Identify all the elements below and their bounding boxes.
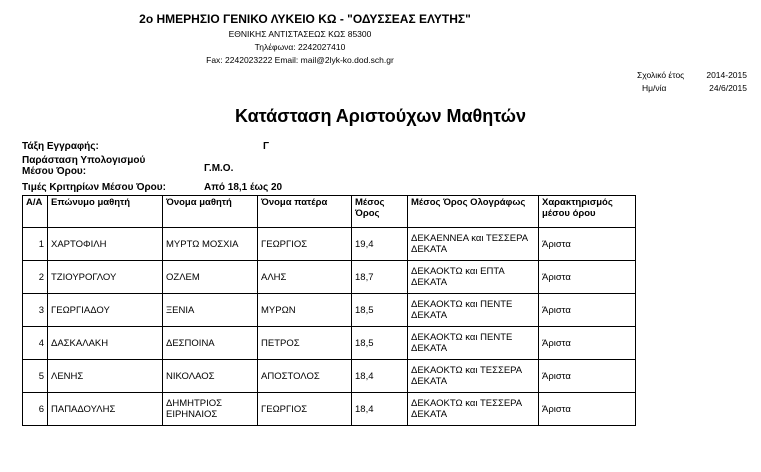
average-in-words: ΔΕΚΑΟΚΤΩ και ΤΕΣΣΕΡΑ ΔΕΚΑΤΑ — [408, 360, 539, 393]
father-name: ΑΠΟΣΤΟΛΟΣ — [258, 360, 352, 393]
table-row — [23, 393, 636, 426]
father-name: ΓΕΩΡΓΙΟΣ — [258, 228, 352, 261]
student-first-name: ΞΕΝΙΑ — [163, 294, 258, 327]
student-first-name: ΟΖΛΕΜ — [163, 261, 258, 294]
average-grade: 18,5 — [352, 327, 408, 360]
row-number: 6 — [23, 393, 48, 426]
average-grade: 19,4 — [352, 228, 408, 261]
class-value: Γ — [263, 141, 270, 152]
date-value: 24/6/2015 — [709, 83, 747, 93]
avg-representation-label: Παράσταση Υπολογισμού Μέσου Όρου: — [22, 155, 146, 177]
student-surname: ΓΕΩΡΓΙΑΔΟΥ — [48, 294, 163, 327]
student-surname: ΔΑΣΚΑΛΑΚΗ — [48, 327, 163, 360]
avg-representation-value: Γ.Μ.Ο. — [204, 163, 234, 174]
average-grade: 18,4 — [352, 393, 408, 426]
school-year-value: 2014-2015 — [706, 70, 747, 80]
table-row — [23, 261, 636, 294]
row-number: 3 — [23, 294, 48, 327]
father-name: ΓΕΩΡΓΙΟΣ — [258, 393, 352, 426]
class-label: Τάξη Εγγραφής: — [22, 141, 99, 152]
table-row — [23, 228, 636, 261]
criteria-range-value: Από 18,1 έως 20 — [204, 182, 283, 193]
column-header: Μέσος Όρος Ολογράφως — [408, 196, 539, 228]
table-row — [23, 327, 636, 360]
criteria-range-label: Τιμές Κριτηρίων Μέσου Όρου: — [22, 182, 166, 193]
grade-characterization: Άριστα — [539, 327, 636, 360]
column-header: Μέσος Όρος — [352, 196, 408, 228]
table-row — [23, 294, 636, 327]
average-in-words: ΔΕΚΑΟΚΤΩ και ΠΕΝΤΕ ΔΕΚΑΤΑ — [408, 327, 539, 360]
report-title: Κατάσταση Αριστούχων Μαθητών — [235, 106, 526, 126]
grade-characterization: Άριστα — [539, 393, 636, 426]
average-in-words: ΔΕΚΑΕΝΝΕΑ και ΤΕΣΣΕΡΑ ΔΕΚΑΤΑ — [408, 228, 539, 261]
grade-characterization: Άριστα — [539, 228, 636, 261]
student-surname: ΛΕΝΗΣ — [48, 360, 163, 393]
row-number: 4 — [23, 327, 48, 360]
school-name: 2ο ΗΜΕΡΗΣΙΟ ΓΕΝΙΚΟ ΛΥΚΕΙΟ ΚΩ - "ΟΔΥΣΣΕΑΣ ΕΛΥΤΗΣ" — [139, 12, 471, 26]
column-header: Επώνυμο μαθητή — [48, 196, 163, 228]
table-row — [23, 360, 636, 393]
student-surname: ΠΑΠΑΔΟΥΛΗΣ — [48, 393, 163, 426]
student-first-name: ΔΕΣΠΟΙΝΑ — [163, 327, 258, 360]
school-phone: Τηλέφωνα: 2242027410 — [254, 42, 346, 52]
average-grade: 18,5 — [352, 294, 408, 327]
table-header-row — [23, 196, 636, 228]
father-name: ΜΥΡΩΝ — [258, 294, 352, 327]
column-header: Χαρακτηρισμός μέσου όρου — [539, 196, 636, 228]
student-surname: ΧΑΡΤΟΦΙΛΗ — [48, 228, 163, 261]
average-grade: 18,7 — [352, 261, 408, 294]
student-surname: ΤΖΙΟΥΡΟΓΛΟΥ — [48, 261, 163, 294]
date-label: Ημ/νία — [642, 83, 667, 93]
father-name: ΠΕΤΡΟΣ — [258, 327, 352, 360]
row-number: 2 — [23, 261, 48, 294]
average-in-words: ΔΕΚΑΟΚΤΩ και ΠΕΝΤΕ ΔΕΚΑΤΑ — [408, 294, 539, 327]
column-header: Όνομα μαθητή — [163, 196, 258, 228]
grade-characterization: Άριστα — [539, 261, 636, 294]
grade-characterization: Άριστα — [539, 294, 636, 327]
student-first-name: ΝΙΚΟΛΑΟΣ — [163, 360, 258, 393]
grade-characterization: Άριστα — [539, 360, 636, 393]
school-year-label: Σχολικό έτος — [637, 70, 685, 80]
student-first-name: ΜΥΡΤΩ ΜΟΣΧΙΑ — [163, 228, 258, 261]
school-address: ΕΘΝΙΚΗΣ ΑΝΤΙΣΤΑΣΕΩΣ ΚΩΣ 85300 — [228, 29, 372, 39]
student-first-name: ΔΗΜΗΤΡΙΟΣ ΕΙΡΗΝΑΙΟΣ — [163, 393, 258, 426]
row-number: 1 — [23, 228, 48, 261]
average-in-words: ΔΕΚΑΟΚΤΩ και ΤΕΣΣΕΡΑ ΔΕΚΑΤΑ — [408, 393, 539, 426]
average-in-words: ΔΕΚΑΟΚΤΩ και ΕΠΤΑ ΔΕΚΑΤΑ — [408, 261, 539, 294]
school-fax-email: Fax: 2242023222 Email: mail@2lyk-ko.dod.sch.gr — [206, 55, 394, 65]
row-number: 5 — [23, 360, 48, 393]
average-grade: 18,4 — [352, 360, 408, 393]
column-header: Όνομα πατέρα — [258, 196, 352, 228]
father-name: ΑΛΗΣ — [258, 261, 352, 294]
students-table — [22, 195, 636, 426]
column-header: Α/Α — [23, 196, 48, 228]
